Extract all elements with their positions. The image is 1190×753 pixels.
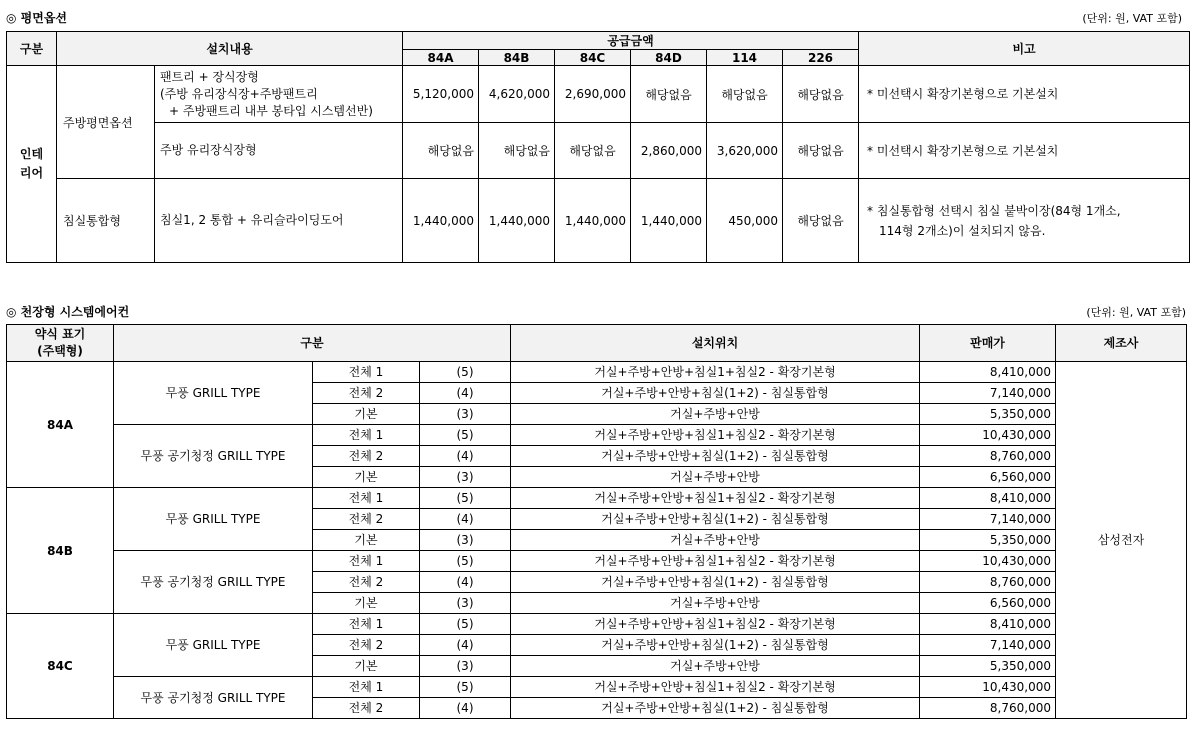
- price-cell: 3,620,000: [707, 123, 783, 179]
- location-cell: 거실+주방+안방+침실(1+2) - 침실통합형: [511, 698, 920, 719]
- option-cell: 전체 2: [313, 446, 420, 467]
- header-maker: 제조사: [1056, 325, 1187, 362]
- option-cell: 기본: [313, 656, 420, 677]
- price-cell: 450,000: [707, 179, 783, 263]
- location-cell: 거실+주방+안방+침실(1+2) - 침실통합형: [511, 509, 920, 530]
- remark-cell: * 미선택시 확장기본형으로 기본설치: [859, 66, 1190, 123]
- count-cell: (4): [420, 383, 511, 404]
- location-cell: 거실+주방+안방: [511, 404, 920, 425]
- subgroup-cell: 무풍 공기청정 GRILL TYPE: [114, 425, 313, 488]
- sub-bedroom-merge: 침실통합형: [57, 179, 155, 263]
- count-cell: (5): [420, 425, 511, 446]
- aircon-row: [7, 425, 1187, 446]
- remark-cell: * 미선택시 확장기본형으로 기본설치: [859, 123, 1190, 179]
- price-cell: 1,440,000: [403, 179, 479, 263]
- count-cell: (5): [420, 677, 511, 698]
- count-cell: (5): [420, 488, 511, 509]
- header-type: 226: [783, 50, 859, 66]
- location-cell: 거실+주방+안방+침실(1+2) - 침실통합형: [511, 383, 920, 404]
- header-price: 판매가: [920, 325, 1056, 362]
- option-description: 팬트리 + 장식장형 (주방 유리장식장+주방팬트리 + 주방팬트리 내부 봉타입 시스템선반): [155, 66, 403, 123]
- price-cell: 10,430,000: [920, 425, 1056, 446]
- type-cell: 84B: [7, 488, 114, 614]
- price-cell: 10,430,000: [920, 551, 1056, 572]
- location-cell: 거실+주방+안방+침실1+침실2 - 확장기본형: [511, 425, 920, 446]
- header-type: 84C: [555, 50, 631, 66]
- price-cell: 7,140,000: [920, 383, 1056, 404]
- unit-note-floor-options: (단위: 원, VAT 포함): [1082, 12, 1182, 25]
- price-cell: 7,140,000: [920, 509, 1056, 530]
- location-cell: 거실+주방+안방+침실(1+2) - 침실통합형: [511, 446, 920, 467]
- price-cell: 해당없음: [555, 123, 631, 179]
- header-price-group: 공급금액: [403, 32, 859, 50]
- count-cell: (3): [420, 593, 511, 614]
- count-cell: (4): [420, 698, 511, 719]
- option-description: 침실1, 2 통합 + 유리슬라이딩도어: [155, 179, 403, 263]
- header-category: 구분: [7, 32, 57, 66]
- subgroup-cell: 무풍 GRILL TYPE: [114, 488, 313, 551]
- price-cell: 2,690,000: [555, 66, 631, 123]
- price-cell: 7,140,000: [920, 635, 1056, 656]
- price-cell: 8,760,000: [920, 446, 1056, 467]
- type-cell: 84C: [7, 614, 114, 719]
- option-cell: 전체 2: [313, 635, 420, 656]
- option-cell: 전체 1: [313, 425, 420, 446]
- price-cell: 5,120,000: [403, 66, 479, 123]
- price-cell: 6,560,000: [920, 593, 1056, 614]
- section-title-aircon: ◎ 천장형 시스템에어컨: [6, 305, 130, 319]
- count-cell: (5): [420, 551, 511, 572]
- price-cell: 5,350,000: [920, 530, 1056, 551]
- price-cell: 8,410,000: [920, 488, 1056, 509]
- price-cell: 8,760,000: [920, 698, 1056, 719]
- count-cell: (3): [420, 467, 511, 488]
- location-cell: 거실+주방+안방: [511, 656, 920, 677]
- location-cell: 거실+주방+안방: [511, 530, 920, 551]
- type-cell: 84A: [7, 362, 114, 488]
- price-cell: 해당없음: [707, 66, 783, 123]
- aircon-table: [6, 324, 1187, 719]
- option-cell: 기본: [313, 467, 420, 488]
- count-cell: (4): [420, 446, 511, 467]
- header-type: 114: [707, 50, 783, 66]
- floor-options-table: [6, 31, 1190, 263]
- option-cell: 전체 1: [313, 488, 420, 509]
- option-cell: 전체 1: [313, 362, 420, 383]
- aircon-row: [7, 551, 1187, 572]
- price-cell: 해당없음: [783, 66, 859, 123]
- aircon-row: [7, 614, 1187, 635]
- aircon-row: [7, 488, 1187, 509]
- unit-note-aircon: (단위: 원, VAT 포함): [1086, 306, 1186, 319]
- count-cell: (3): [420, 404, 511, 425]
- section-title-floor-options: ◎ 평면옵션: [6, 11, 68, 25]
- header-content: 설치내용: [57, 32, 403, 66]
- option-cell: 전체 2: [313, 698, 420, 719]
- location-cell: 거실+주방+안방: [511, 593, 920, 614]
- subgroup-cell: 무풍 GRILL TYPE: [114, 362, 313, 425]
- price-cell: 1,440,000: [631, 179, 707, 263]
- maker-cell: 삼성전자: [1056, 362, 1187, 719]
- option-cell: 전체 2: [313, 383, 420, 404]
- option-cell: 전체 1: [313, 614, 420, 635]
- price-cell: 1,440,000: [479, 179, 555, 263]
- count-cell: (4): [420, 509, 511, 530]
- option-cell: 전체 1: [313, 551, 420, 572]
- price-cell: 해당없음: [783, 123, 859, 179]
- count-cell: (4): [420, 572, 511, 593]
- price-cell: 해당없음: [403, 123, 479, 179]
- option-cell: 전체 1: [313, 677, 420, 698]
- count-cell: (3): [420, 530, 511, 551]
- subgroup-cell: 무풍 GRILL TYPE: [114, 614, 313, 677]
- option-cell: 기본: [313, 530, 420, 551]
- header-type: 84A: [403, 50, 479, 66]
- header-category: 구분: [114, 325, 511, 362]
- price-cell: 8,410,000: [920, 362, 1056, 383]
- header-type: 84D: [631, 50, 707, 66]
- price-cell: 8,760,000: [920, 572, 1056, 593]
- location-cell: 거실+주방+안방+침실1+침실2 - 확장기본형: [511, 488, 920, 509]
- option-cell: 전체 2: [313, 509, 420, 530]
- location-cell: 거실+주방+안방+침실(1+2) - 침실통합형: [511, 572, 920, 593]
- count-cell: (3): [420, 656, 511, 677]
- price-cell: 8,410,000: [920, 614, 1056, 635]
- header-location: 설치위치: [511, 325, 920, 362]
- location-cell: 거실+주방+안방+침실1+침실2 - 확장기본형: [511, 614, 920, 635]
- count-cell: (5): [420, 362, 511, 383]
- location-cell: 거실+주방+안방: [511, 467, 920, 488]
- sub-kitchen-option: 주방평면옵션: [57, 66, 155, 179]
- price-cell: 해당없음: [631, 66, 707, 123]
- location-cell: 거실+주방+안방+침실1+침실2 - 확장기본형: [511, 362, 920, 383]
- option-cell: 전체 2: [313, 572, 420, 593]
- subgroup-cell: 무풍 공기청정 GRILL TYPE: [114, 677, 313, 719]
- location-cell: 거실+주방+안방+침실1+침실2 - 확장기본형: [511, 551, 920, 572]
- price-cell: 2,860,000: [631, 123, 707, 179]
- category-line: 리어: [19, 166, 44, 180]
- location-cell: 거실+주방+안방+침실1+침실2 - 확장기본형: [511, 677, 920, 698]
- category-interior: [7, 66, 57, 263]
- price-cell: 10,430,000: [920, 677, 1056, 698]
- price-cell: 4,620,000: [479, 66, 555, 123]
- price-cell: 1,440,000: [555, 179, 631, 263]
- count-cell: (5): [420, 614, 511, 635]
- count-cell: (4): [420, 635, 511, 656]
- subgroup-cell: 무풍 공기청정 GRILL TYPE: [114, 551, 313, 614]
- category-line: 인테: [19, 147, 44, 161]
- remark-cell: * 침실통합형 선택시 침실 붙박이장(84형 1개소, 114형 2개소)이 설치되지 않음.: [859, 179, 1190, 263]
- header-type: 84B: [479, 50, 555, 66]
- aircon-row: [7, 677, 1187, 698]
- option-description: 주방 유리장식장형: [155, 123, 403, 179]
- price-cell: 6,560,000: [920, 467, 1056, 488]
- price-cell: 5,350,000: [920, 404, 1056, 425]
- header-type-label: 약식 표기 (주택형): [7, 325, 114, 362]
- aircon-row: [7, 362, 1187, 383]
- aircon-table-body: [7, 362, 1187, 719]
- price-cell: 해당없음: [783, 179, 859, 263]
- price-cell: 5,350,000: [920, 656, 1056, 677]
- header-remark: 비고: [859, 32, 1190, 66]
- option-cell: 기본: [313, 593, 420, 614]
- option-cell: 기본: [313, 404, 420, 425]
- location-cell: 거실+주방+안방+침실(1+2) - 침실통합형: [511, 635, 920, 656]
- price-cell: 해당없음: [479, 123, 555, 179]
